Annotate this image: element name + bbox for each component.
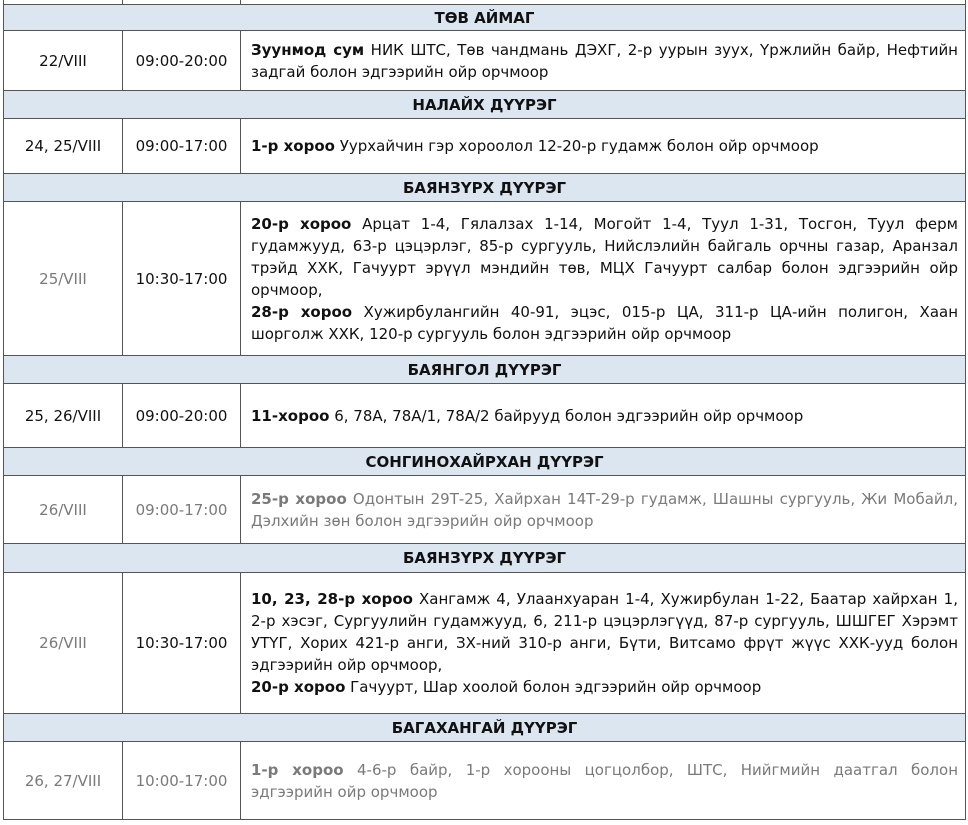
date-cell: 24, 25/VIII [4,119,123,174]
location-line [251,676,958,698]
location-cell [241,119,966,174]
section-title: НАЛАЙХ ДҮҮРЭГ [4,91,966,119]
location-text: Уурхайчин гэр хороолол 12-20-р гудамж болон ойр орчмоор [334,137,819,155]
location-text: Арцат 1-4, Гялалзах 1-14, Могойт 1-4, Туул 1-31, Тосгон, Туул ферм гудамжууд, 63-р цэцэрлэг, 85-р сургууль, Нийслэлийн байгаль орчны газар, Аранзал трэйд ХХК, Гачуурт эрүүл мэндийн төв, МЦХ Гачуурт салбар болон эдгээрийн ойр орчмоор, [251,214,958,299]
time-cell: 09:00-17:00 [123,476,241,544]
location-text: 6, 78А, 78А/1, 78А/2 байрууд болон эдгээрийн ойр орчмоор [329,406,804,425]
time-cell: 10:00-17:00 [123,742,241,820]
section-title: ТӨВ АЙМАГ [4,5,966,31]
time-cell: 09:00-20:00 [123,31,241,91]
section-title: БАЯНГОЛ ДҮҮРЭГ [4,356,966,384]
district-label: 1-р хороо [251,760,344,779]
location-cell [241,384,966,448]
section-header [4,544,966,573]
date-cell: 25/VIII [4,202,123,356]
date-cell: 26/VIII [4,573,123,714]
table-row [4,573,966,714]
section-header [4,174,966,202]
location-cell [241,476,966,544]
location-text: НИК ШТС, Төв чандмань ДЭХГ, 2-р уурын зуух, Үржлийн байр, Нефтийн задгай болон эдгээрийн ойр орчмоор [251,40,958,81]
district-label: 20-р хороо [251,214,352,233]
location-line [251,301,958,345]
section-header [4,356,966,384]
date-cell: 26, 27/VIII [4,742,123,820]
district-label: 1-р хороо [251,137,335,155]
time-cell: 09:00-20:00 [123,384,241,448]
table-row [4,31,966,91]
section-header [4,714,966,742]
district-label: 11-хороо [251,406,330,425]
location-text: 4-6-р байр, 1-р хорооны цогцолбор, ШТС, Нийгмийн даатгал болон эдгээрийн ойр орчмоор [251,760,959,801]
location-text: Гачуурт, Шар хоолой болон эдгээрийн ойр орчмоор [345,678,762,696]
district-label: 28-р хороо [251,302,353,321]
table-row [4,742,966,820]
district-label: 10, 23, 28-р хороо [251,590,413,608]
location-text: Хужирбулангийн 40-91, эцэс, 015-р ЦА, 311-р ЦА-ийн полигон, Хаан шорголж ХХК, 120-р сургууль болон эдгээрийн ойр орчмоор [251,302,959,343]
time-cell: 10:30-17:00 [123,202,241,356]
date-cell: 22/VIII [4,31,123,91]
location-cell [241,31,966,91]
table-row [4,476,966,544]
section-header [4,448,966,476]
district-label: Зуунмод сум [251,40,365,59]
table-row [4,202,966,356]
section-title: СОНГИНОХАЙРХАН ДҮҮРЭГ [4,448,966,476]
time-cell: 09:00-17:00 [123,119,241,174]
table-row [4,384,966,448]
date-cell: 25, 26/VIII [4,384,123,448]
section-header [4,5,966,31]
section-header [4,91,966,119]
location-text: Одонтын 29Т-25, Хайрхан 14Т-29-р гудамж, Шашны сургууль, Жи Мобайл, Дэлхийн зөн болон эдгээрийн ойр орчмоор [251,489,958,530]
date-cell: 26/VIII [4,476,123,544]
location-line [251,213,958,301]
table-row [4,119,966,174]
outage-schedule-table [3,0,966,820]
section-title: БАЯНЗҮРХ ДҮҮРЭГ [4,544,966,573]
location-cell [241,573,966,714]
section-title: БАЯНЗҮРХ ДҮҮРЭГ [4,174,966,202]
location-line [251,588,958,676]
district-label: 20-р хороо [251,678,346,696]
location-cell [241,742,966,820]
location-cell [241,202,966,356]
time-cell: 10:30-17:00 [123,573,241,714]
district-label: 25-р хороо [251,489,347,508]
location-text: Хангамж 4, Улаанхуаран 1-4, Хужирбулан 1-22, Баатар хайрхан 1, 2-р хэсэг, Сургуулийн гудамжууд, 6, 211-р цэцэрлэгүүд, 87-р сургууль, ШШГЕГ Хэрэмт УТҮГ, Хорих 421-р анги, ЗХ-ний 310-р анги, Бүти, Витсамо фрүт жүүс ХХК-ууд болон эдгээрийн ойр орчмоор, [251,590,958,674]
section-title: БАГАХАНГАЙ ДҮҮРЭГ [4,714,966,742]
